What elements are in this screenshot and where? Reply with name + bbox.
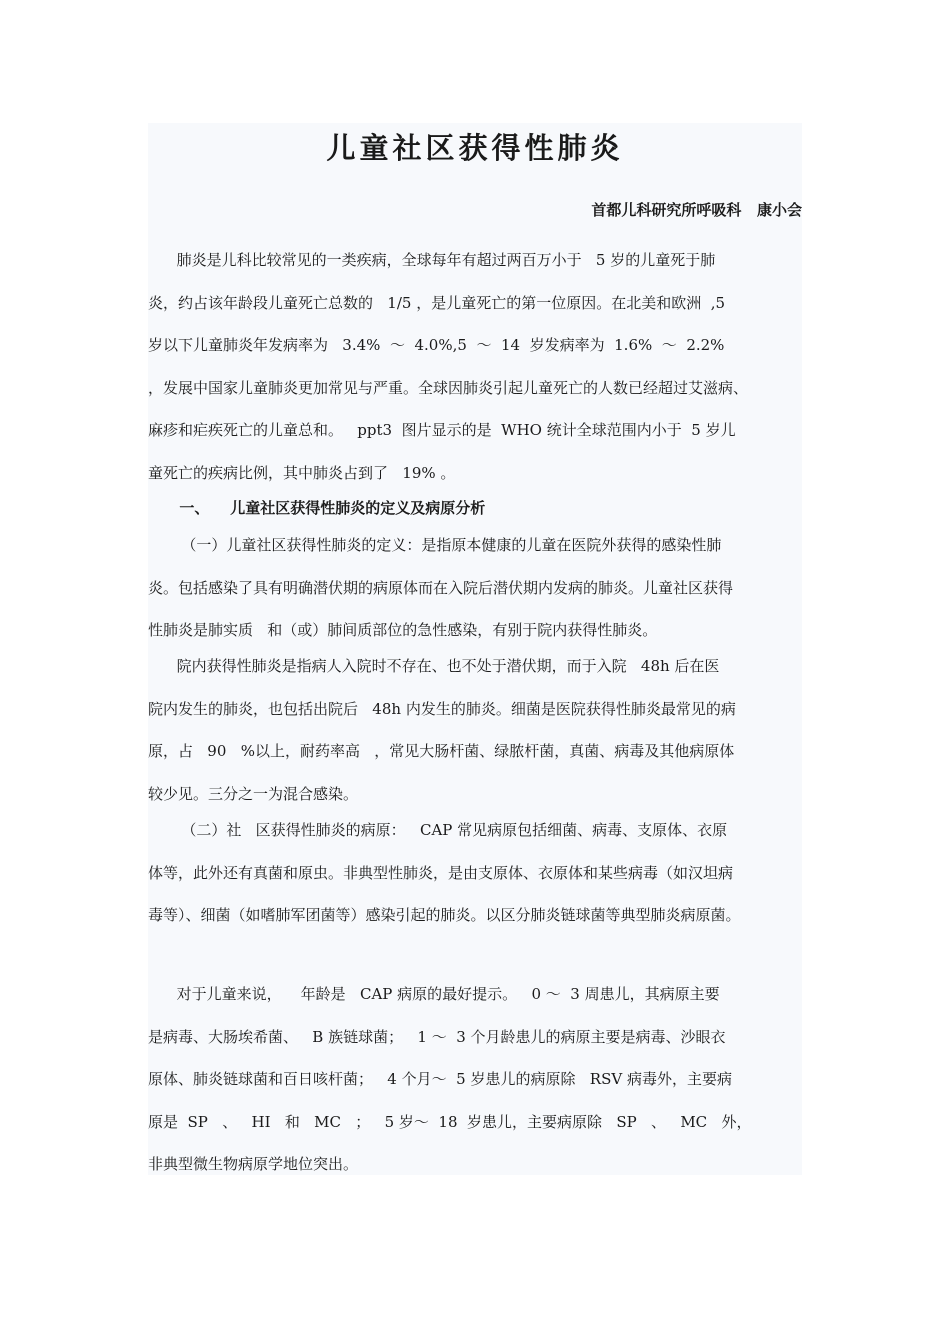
- body-line: （二）社 区获得性肺炎的病原： CAP 常见病原包括细菌、病毒、支原体、衣原: [148, 821, 728, 839]
- body-line: 岁以下儿童肺炎年发病率为 3.4% ～ 4.0%,5 ～ 14 岁发病率为 1.6% ～ 2.2%: [148, 336, 725, 354]
- document-page: [148, 123, 802, 1175]
- body-line: 原，占 90 %以上，耐药率高 ，常见大肠杆菌、绿脓杆菌，真菌、病毒及其他病原体: [148, 742, 735, 760]
- body-line: 院内获得性肺炎是指病人入院时不存在、也不处于潜伏期，而于入院 48h 后在医: [148, 657, 720, 675]
- body-line: 原体、肺炎链球菌和百日咳杆菌； 4 个月～ 5 岁患儿的病原除 RSV 病毒外，主要病: [148, 1070, 732, 1088]
- body-line: 院内发生的肺炎，也包括出院后 48h 内发生的肺炎。细菌是医院获得性肺炎最常见的病: [148, 700, 736, 718]
- author-line: 首都儿科研究所呼吸科 康小会: [591, 201, 802, 219]
- body-line: 性肺炎是肺实质 和（或）肺间质部位的急性感染，有别于院内获得性肺炎。: [148, 621, 658, 639]
- body-line: 非典型微生物病原学地位突出。: [148, 1155, 359, 1173]
- body-line: 体等，此外还有真菌和原虫。非典型性肺炎，是由支原体、衣原体和某些病毒（如汉坦病: [148, 864, 734, 882]
- body-line: （一）儿童社区获得性肺炎的定义：是指原本健康的儿童在医院外获得的感染性肺: [148, 536, 722, 554]
- body-line: 较少见。三分之一为混合感染。: [148, 785, 359, 803]
- body-line: 是病毒、大肠埃希菌、 B 族链球菌； 1 ～ 3 个月龄患儿的病原主要是病毒、沙眼衣: [148, 1028, 726, 1046]
- body-line: 毒等）、细菌（如嗜肺军团菌等）感染引起的肺炎。以区分肺炎链球菌等典型肺炎病原菌。: [148, 906, 741, 924]
- body-line: 童死亡的疾病比例，其中肺炎占到了 19% 。: [148, 464, 456, 482]
- body-line: 炎，约占该年龄段儿童死亡总数的 1/5 ，是儿童死亡的第一位原因。在北美和欧洲 ,5: [148, 294, 726, 312]
- body-line: 炎。包括感染了具有明确潜伏期的病原体而在入院后潜伏期内发病的肺炎。儿童社区获得: [148, 579, 734, 597]
- body-line: 原是 SP 、 HI 和 MC ； 5 岁～ 18 岁患儿，主要病原除 SP 、 MC 外，: [148, 1113, 752, 1131]
- body-line: 肺炎是儿科比较常见的一类疾病，全球每年有超过两百万小于 5 岁的儿童死于肺: [148, 251, 716, 269]
- document-title: 儿童社区获得性肺炎: [326, 131, 624, 165]
- body-line: 麻疹和疟疾死亡的儿童总和。 ppt3 图片显示的是 WHO 统计全球范围内小于 5 岁儿: [148, 421, 736, 439]
- section-heading: 一、 儿童社区获得性肺炎的定义及病原分析: [148, 499, 486, 517]
- body-line: 对于儿童来说， 年龄是 CAP 病原的最好提示。 0 ～ 3 周患儿，其病原主要: [148, 985, 720, 1003]
- body-line: ，发展中国家儿童肺炎更加常见与严重。全球因肺炎引起儿童死亡的人数已经超过艾滋病、: [148, 379, 749, 397]
